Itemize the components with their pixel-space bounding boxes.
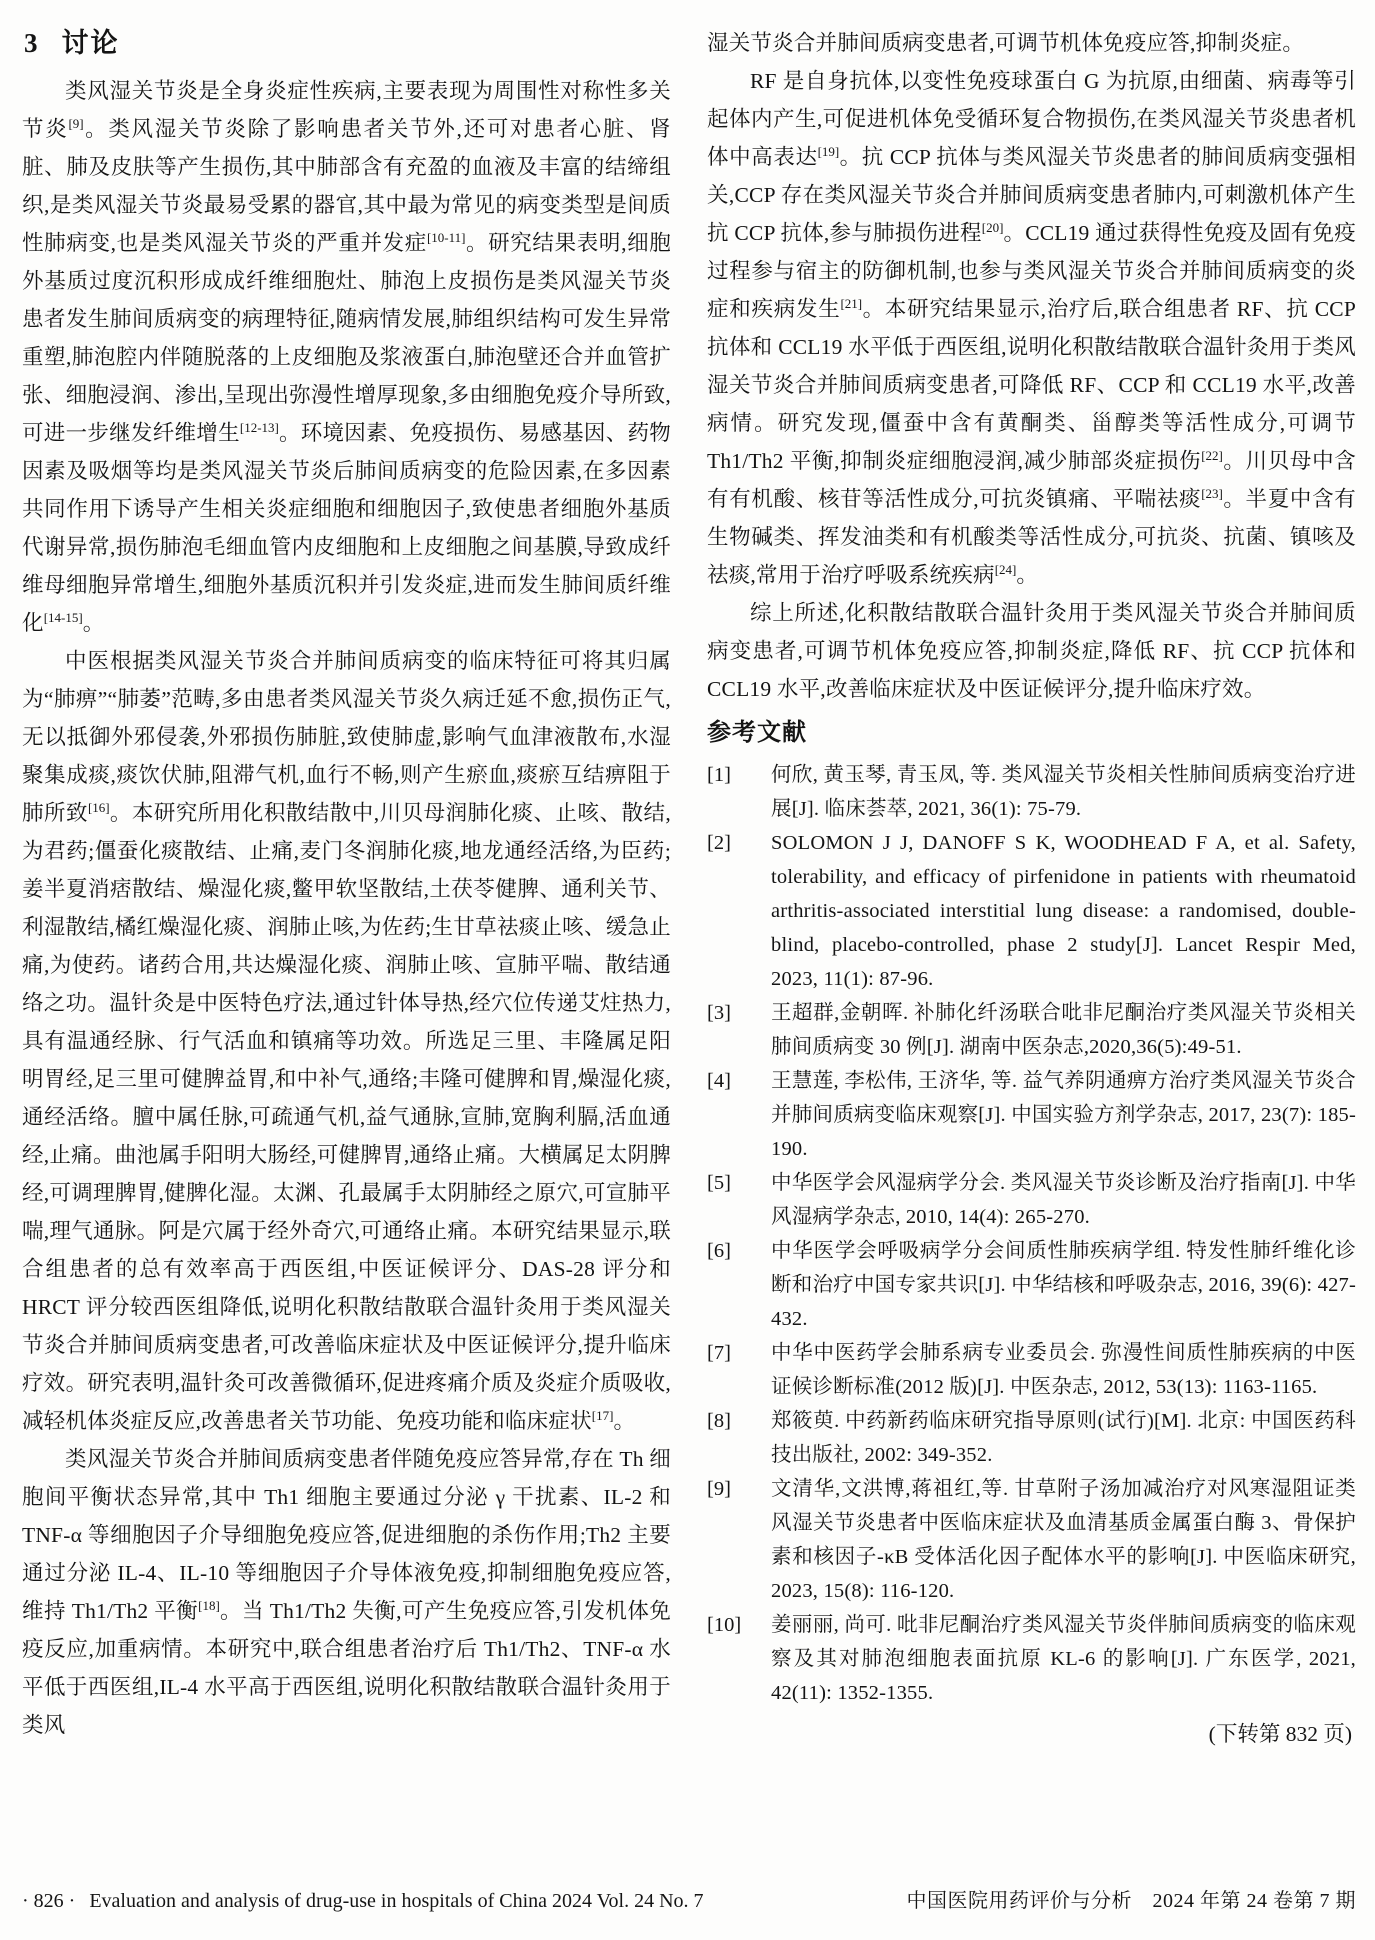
reference-item bbox=[707, 1064, 1356, 1166]
continuation-note: (下转第 832 页) bbox=[1208, 1722, 1352, 1746]
journal-name-english: Evaluation and analysis of drug-use in hospitals of China 2024 Vol. 24 No. 7 bbox=[89, 1890, 704, 1912]
reference-label: [7] bbox=[707, 1342, 731, 1364]
citation-marker: [10-11] bbox=[426, 229, 466, 245]
reference-text: 姜丽丽, 尚可. 吡非尼酮治疗类风湿关节炎伴肺间质病变的临床观察及其对肺泡细胞表面抗原 KL-6 的影响[J]. 广东医学, 2021, 42(11): 1352-1355. bbox=[771, 1614, 1356, 1704]
page-number: · 826 · bbox=[22, 1890, 76, 1912]
citation-marker: [24] bbox=[994, 561, 1017, 577]
reference-text: 中华中医药学会肺系病专业委员会. 弥漫性间质性肺疾病的中医证候诊断标准(2012 版)[J]. 中医杂志, 2012, 53(13): 1163-1165. bbox=[771, 1342, 1356, 1398]
reference-label: [3] bbox=[707, 1002, 731, 1024]
citation-marker: [14-15] bbox=[43, 609, 83, 625]
reference-item bbox=[707, 1608, 1356, 1710]
reference-item bbox=[707, 1166, 1356, 1234]
paragraph: 湿关节炎合并肺间质病变患者,可调节机体免疫应答,抑制炎症。 bbox=[707, 31, 1305, 55]
references-heading: 参考文献 bbox=[707, 719, 807, 746]
two-column-layout bbox=[22, 24, 1356, 1754]
reference-item bbox=[707, 1404, 1356, 1472]
citation-marker: [12-13] bbox=[239, 419, 279, 435]
footer-left bbox=[22, 1888, 704, 1914]
reference-text: 中华医学会呼吸病学分会间质性肺疾病学组. 特发性肺纤维化诊断和治疗中国专家共识[J]. 中华结核和呼吸杂志, 2016, 39(6): 427-432. bbox=[771, 1240, 1356, 1330]
discussion-paragraphs-right bbox=[707, 62, 1356, 708]
section-title: 讨论 bbox=[61, 28, 120, 58]
journal-name-chinese: 中国医院用药评价与分析 2024 年第 24 卷第 7 期 bbox=[906, 1890, 1356, 1912]
references-list bbox=[707, 758, 1356, 1710]
citation-marker: [23] bbox=[1201, 485, 1223, 501]
citation-marker: [17] bbox=[591, 1407, 614, 1423]
reference-text: 王慧莲, 李松伟, 王济华, 等. 益气养阴通痹方治疗类风湿关节炎合并肺间质病变临床观察[J]. 中国实验方剂学杂志, 2017, 23(7): 185-190. bbox=[771, 1070, 1356, 1160]
citation-marker: [21] bbox=[840, 295, 863, 311]
reference-item bbox=[707, 826, 1356, 996]
right-column bbox=[707, 24, 1356, 1754]
citation-marker: [19] bbox=[817, 143, 840, 159]
paragraph: RF 是自身抗体,以变性免疫球蛋白 G 为抗原,由细菌、病毒等引起体内产生,可促进机体免受循环复合物损伤,在类风湿关节炎患者机体中高表达[19]。抗 CCP 抗体与类风湿关节炎患者的肺间质病变强相关,CCP 存在类风湿关节炎合并肺间质病变患者肺内,可刺激机体产生抗 CCP 抗体,参与肺损伤进程[20]。CCL19 通过获得性免疫及固有免疫过程参与宿主的防御机制,也参与类风湿关节炎合并肺间质病变的炎症和疾病发生[21]。本研究结果显示,治疗后,联合组患者 RF、抗 CCP 抗体和 CCL19 水平低于西医组,说明化积散结散联合温针灸用于类风湿关节炎合并肺间质病变患者,可降低 RF、CCP 和 CCL19 水平,改善病情。研究发现,僵蚕中含有黄酮类、甾醇类等活性成分,可调节 Th1/Th2 平衡,抑制炎症细胞浸润,减少肺部炎症损伤[22]。川贝母中含有有机酸、核苷等活性成分,可抗炎镇痛、平喘祛痰[23]。半夏中含有生物碱类、挥发油类和有机酸类等活性成分,可抗炎、抗菌、镇咳及祛痰,常用于治疗呼吸系统疾病[24]。 bbox=[707, 69, 1357, 587]
reference-text: 文清华,文洪博,蒋祖红,等. 甘草附子汤加减治疗对风寒湿阻证类风湿关节炎患者中医临床症状及血清基质金属蛋白酶 3、骨保护素和核因子-κB 受体活化因子配体水平的影响[J]. 中医临床研究, 2023, 15(8): 116-120. bbox=[771, 1478, 1356, 1602]
reference-item bbox=[707, 1472, 1356, 1608]
reference-label: [8] bbox=[707, 1410, 731, 1432]
paragraph: 类风湿关节炎是全身炎症性疾病,主要表现为周围性对称性多关节炎[9]。类风湿关节炎除了影响患者关节外,还可对患者心脏、肾脏、肺及皮肤等产生损伤,其中肺部含有充盈的血液及丰富的结缔组织,是类风湿关节炎最易受累的器官,其中最为常见的病变类型是间质性肺病变,也是类风湿关节炎的严重并发症[10-11]。研究结果表明,细胞外基质过度沉积形成成纤维细胞灶、肺泡上皮损伤是类风湿关节炎患者发生肺间质病变的病理特征,随病情发展,肺组织结构可发生异常重塑,肺泡腔内伴随脱落的上皮细胞及浆液蛋白,肺泡壁还合并血管扩张、细胞浸润、渗出,呈现出弥漫性增厚现象,多由细胞免疫介导所致,可进一步继发纤维增生[12-13]。环境因素、免疫损伤、易感基因、药物因素及吸烟等均是类风湿关节炎后肺间质病变的危险因素,在多因素共同作用下诱导产生相关炎症细胞和细胞因子,致使患者细胞外基质代谢异常,损伤肺泡毛细血管内皮细胞和上皮细胞之间基膜,导致成纤维母细胞异常增生,细胞外基质沉积并引发炎症,进而发生肺间质纤维化[14-15]。 bbox=[22, 79, 672, 635]
reference-label: [2] bbox=[707, 832, 731, 854]
reference-label: [9] bbox=[707, 1478, 731, 1500]
citation-marker: [22] bbox=[1201, 447, 1223, 463]
reference-label: [5] bbox=[707, 1172, 731, 1194]
reference-label: [10] bbox=[707, 1614, 742, 1636]
reference-item bbox=[707, 758, 1356, 826]
reference-label: [1] bbox=[707, 764, 731, 786]
reference-label: [6] bbox=[707, 1240, 731, 1262]
reference-item bbox=[707, 996, 1356, 1064]
reference-label: [4] bbox=[707, 1070, 731, 1092]
paragraph: 综上所述,化积散结散联合温针灸用于类风湿关节炎合并肺间质病变患者,可调节机体免疫应答,抑制炎症,降低 RF、抗 CCP 抗体和 CCL19 水平,改善临床症状及中医证候评分,提升临床疗效。 bbox=[707, 601, 1356, 701]
citation-marker: [9] bbox=[68, 115, 84, 131]
reference-text: 何欣, 黄玉琴, 青玉凤, 等. 类风湿关节炎相关性肺间质病变治疗进展[J]. 临床荟萃, 2021, 36(1): 75-79. bbox=[771, 764, 1356, 820]
reference-text: 郑筱萸. 中药新药临床研究指导原则(试行)[M]. 北京: 中国医药科技出版社, 2002: 349-352. bbox=[771, 1410, 1356, 1466]
page-footer bbox=[22, 1888, 1356, 1914]
discussion-continuation bbox=[707, 24, 1356, 62]
left-column bbox=[22, 24, 671, 1744]
section-heading bbox=[24, 26, 671, 60]
citation-marker: [20] bbox=[981, 219, 1004, 235]
reference-text: 中华医学会风湿病学分会. 类风湿关节炎诊断及治疗指南[J]. 中华风湿病学杂志, 2010, 14(4): 265-270. bbox=[771, 1172, 1356, 1228]
citation-marker: [16] bbox=[87, 799, 110, 815]
reference-text: 王超群,金朝晖. 补肺化纤汤联合吡非尼酮治疗类风湿关节炎相关肺间质病变 30 例[J]. 湖南中医杂志,2020,36(5):49-51. bbox=[771, 1002, 1356, 1058]
reference-item bbox=[707, 1336, 1356, 1404]
citation-marker: [18] bbox=[198, 1597, 220, 1613]
reference-text: SOLOMON J J, DANOFF S K, WOODHEAD F A, et al. Safety, tolerability, and efficacy of pirfenidone in patients with rheumatoid arthritis-associated interstitial lung disease: a randomised, double-blind, placebo-controlled, phase 2 study[J]. Lancet Respir Med, 2023, 11(1): 87-96. bbox=[771, 832, 1356, 990]
paragraph: 中医根据类风湿关节炎合并肺间质病变的临床特征可将其归属为“肺痹”“肺萎”范畴,多由患者类风湿关节炎久病迁延不愈,损伤正气,无以抵御外邪侵袭,外邪损伤肺脏,致使肺虚,影响气血津液散布,水湿聚集成痰,痰饮伏肺,阻滞气机,血行不畅,则产生瘀血,痰瘀互结痹阻于肺所致[16]。本研究所用化积散结散中,川贝母润肺化痰、止咳、散结,为君药;僵蚕化痰散结、止痛,麦门冬润肺化痰,地龙通经活络,为臣药;姜半夏消痞散结、燥湿化痰,鳖甲软坚散结,土茯苓健脾、通利关节、利湿散结,橘红燥湿化痰、润肺止咳,为佐药;生甘草祛痰止咳、缓急止痛,为使药。诸药合用,共达燥湿化痰、润肺止咳、宣肺平喘、散结通络之功。温针灸是中医特色疗法,通过针体导热,经穴位传递艾炷热力,具有温通经脉、行气活血和镇痛等功效。所选足三里、丰隆属足阳明胃经,足三里可健脾益胃,和中补气,通络;丰隆可健脾和胃,燥湿化痰,通经活络。膻中属任脉,可疏通气机,益气通脉,宣肺,宽胸利膈,活血通经,止痛。曲池属手阳明大肠经,可健脾胃,通络止痛。大横属足太阴脾经,可调理脾胃,健脾化湿。太渊、孔最属手太阴肺经之原穴,可宣肺平喘,理气通脉。阿是穴属于经外奇穴,可通络止痛。本研究结果显示,联合组患者的总有效率高于西医组,中医证候评分、DAS-28 评分和 HRCT 评分较西医组降低,说明化积散结散联合温针灸用于类风湿关节炎合并肺间质病变患者,可改善临床症状及中医证候评分,提升临床疗效。研究表明,温针灸可改善微循环,促进疼痛介质及炎症介质吸收,减轻机体炎症反应,改善患者关节功能、免疫功能和临床症状[17]。 bbox=[22, 649, 671, 1433]
discussion-paragraphs-left bbox=[22, 72, 671, 1744]
reference-item bbox=[707, 1234, 1356, 1336]
paragraph: 类风湿关节炎合并肺间质病变患者伴随免疫应答异常,存在 Th 细胞间平衡状态异常,其中 Th1 细胞主要通过分泌 γ 干扰素、IL-2 和 TNF-α 等细胞因子介导细胞免疫应答,促进细胞的杀伤作用;Th2 主要通过分泌 IL-4、IL-10 等细胞因子介导体液免疫,抑制细胞免疫应答,维持 Th1/Th2 平衡[18]。当 Th1/Th2 失衡,可产生免疫应答,引发机体免疫反应,加重病情。本研究中,联合组患者治疗后 Th1/Th2、TNF-α 水平低于西医组,IL-4 水平高于西医组,说明化积散结散联合温针灸用于类风 bbox=[22, 1447, 671, 1737]
section-number: 3 bbox=[24, 28, 38, 58]
